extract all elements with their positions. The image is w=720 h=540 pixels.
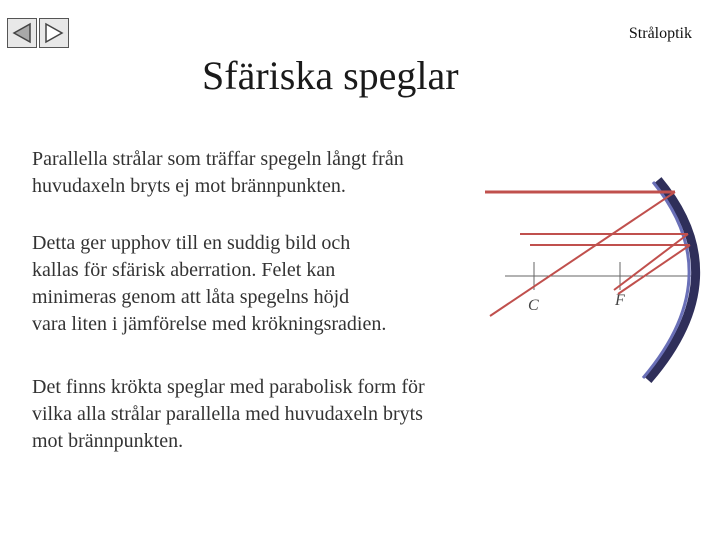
reflected-ray-near	[618, 245, 690, 294]
slide-title: Sfäriska speglar	[202, 53, 459, 98]
slide-navigation	[7, 18, 69, 48]
paragraph-spherical-aberration: Detta ger upphov till en suddig bild och kallas för sfärisk aberration. Felet kan minimeras genom att låta spegelns höjd vara liten i jämförelse med krökningsradien.	[32, 232, 387, 335]
triangle-right-icon	[43, 22, 65, 44]
next-slide-button[interactable]	[39, 18, 69, 48]
previous-slide-button[interactable]	[7, 18, 37, 48]
paragraph-parabolic-mirrors: Det finns krökta speglar med parabolisk form för vilka alla strålar parallella med huvudaxeln bryts mot brännpunkten.	[32, 376, 425, 452]
center-label: C	[528, 297, 539, 314]
section-label: Stråloptik	[628, 25, 692, 42]
paragraph-parallel-rays: Parallella strålar som träffar spegeln långt från huvudaxeln bryts ej mot brännpunkten.	[32, 148, 404, 197]
reflected-ray-mid	[614, 234, 688, 290]
triangle-left-icon	[11, 22, 33, 44]
focus-label: F	[615, 292, 625, 309]
reflected-ray-far	[490, 192, 675, 316]
mirror-diagram	[470, 170, 710, 390]
